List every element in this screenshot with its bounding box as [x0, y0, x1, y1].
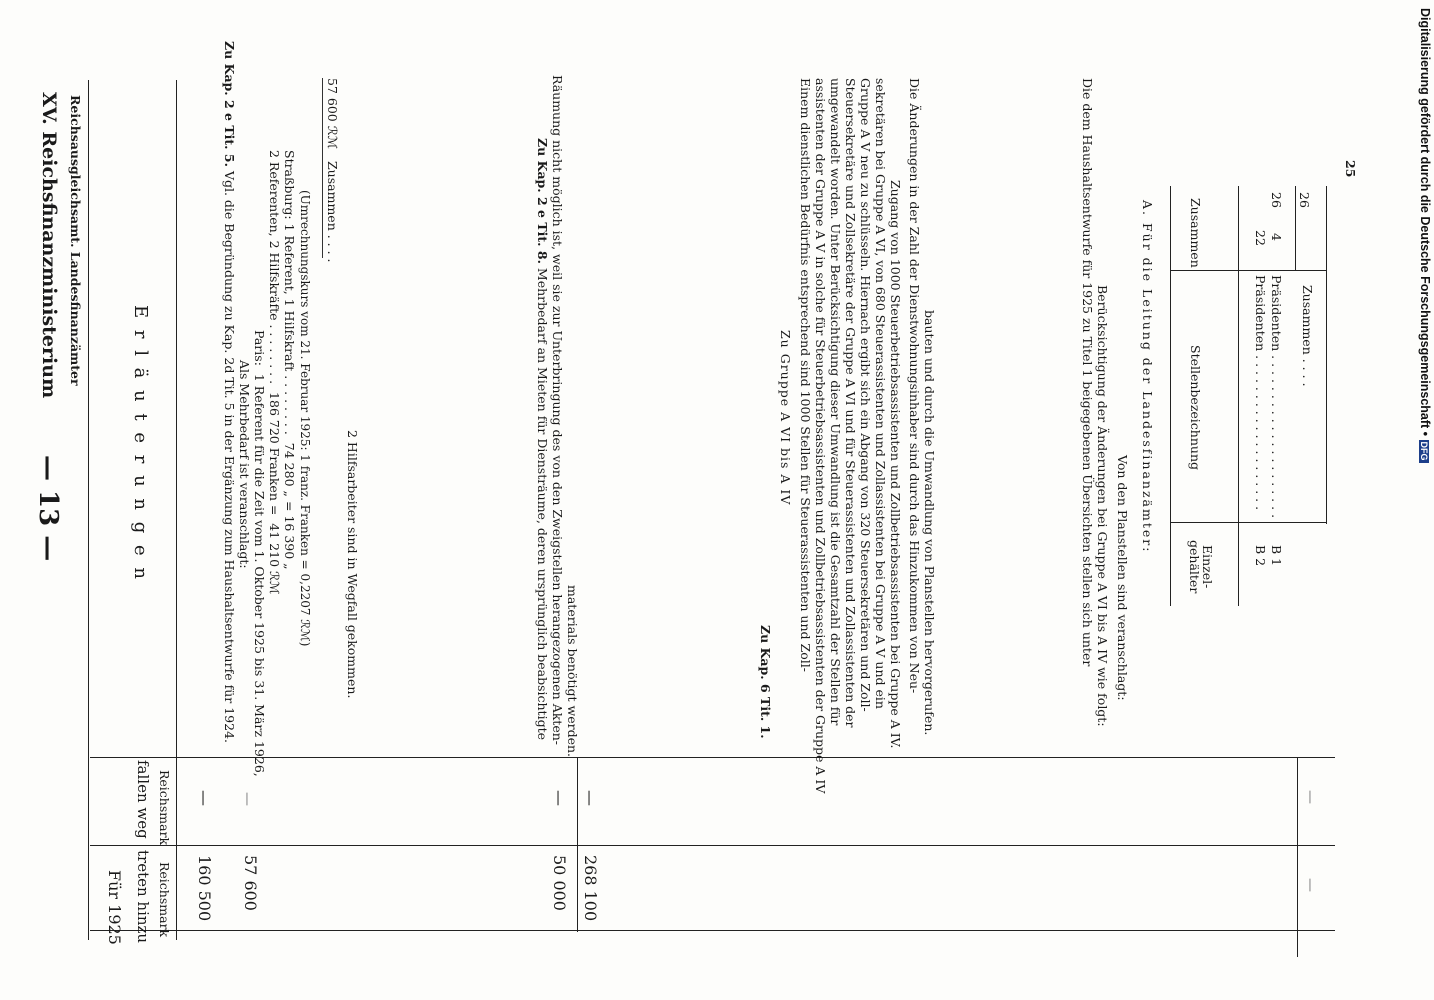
- paris-label: Paris:: [252, 330, 267, 366]
- row2-remove-r: [239, 792, 254, 806]
- kap2d-line2-r: [237, 360, 252, 569]
- plan-table-bottom: [1326, 186, 1327, 524]
- frame-line-1: [88, 80, 89, 940]
- paris-line2: 2 Referenten, 2 Hilfskräfte . . . . . . . .: [267, 150, 282, 385]
- plan-col2: Stellenbezeichnung: [1188, 345, 1203, 471]
- kap2e-heading: Zu Kap. 2 e Tit. 8.: [535, 138, 550, 264]
- kap6-p1-4: [843, 78, 858, 728]
- frame-line-5: [90, 930, 1335, 931]
- paris2-r: [267, 150, 282, 594]
- year-heading: Für 1925: [105, 870, 124, 945]
- rate-r: [297, 190, 312, 646]
- strassburg-line1: 1 Referent, 1 Hilfskraft . . . . . . . .: [282, 223, 297, 435]
- kap2d-total-r: [325, 78, 340, 263]
- plan-sub: [1140, 200, 1155, 553]
- plan-col-rule-2: [1170, 522, 1326, 523]
- plan-sum-rule: [1295, 186, 1296, 270]
- frame-line-2: [176, 80, 177, 940]
- kap2e-r2: [550, 75, 565, 745]
- total-rule: [322, 78, 323, 258]
- plan-total-label-r: [1300, 285, 1315, 387]
- dfg-line: [1416, 8, 1432, 463]
- kap6-subheading: Zu Gruppe A VI bis A IV: [778, 330, 793, 506]
- kap2d-line2: Als Mehrbedarf ist veranschlagt:: [237, 360, 252, 569]
- plan-l1: [1080, 78, 1095, 666]
- kap6-p2-1: [907, 78, 922, 693]
- kap6-p1-7: [888, 180, 903, 748]
- kap2e-r3: [565, 585, 580, 757]
- frame-line-6: [577, 757, 578, 932]
- row4-add-r: [1302, 878, 1317, 892]
- kap6-p1-6: [873, 78, 888, 709]
- ministry-subtitle-r: [68, 95, 83, 386]
- row4-remove: —: [1302, 790, 1318, 804]
- col-remove-heading-r: [135, 760, 150, 839]
- kap6-p2-2: [922, 310, 937, 735]
- kap6-p2-line1: Die Änderungen in der Zahl der Dienstwohnungsinhaber sind durch das Hinzukommen von Neu-: [907, 78, 922, 694]
- plan-row1-count: 22: [1253, 230, 1268, 246]
- section-title-r: [130, 305, 151, 582]
- plan-total-label: Zusammen . . . .: [1300, 285, 1315, 387]
- page-ref-r: [1343, 160, 1358, 177]
- kap6-p1-line5: Gruppe A V neu zu schlüsseln. Hiernach ergibt sich ein Abgang von 320 Steuersekretären und Zoll-: [858, 78, 873, 712]
- paris-r: [252, 330, 267, 777]
- subtotal-remove-r: [583, 790, 598, 806]
- ministry-title: XV. Reichsfinanzministerium: [38, 92, 60, 399]
- plan-table-top: [1170, 186, 1171, 606]
- row3-remove: —: [550, 790, 569, 806]
- page-ref: 25: [1343, 160, 1358, 178]
- unit-add-r: [157, 862, 172, 937]
- row2-add-r: [243, 855, 258, 911]
- strassburg-quote: „ =: [282, 490, 297, 512]
- plan-row2-title-r: [1269, 275, 1284, 518]
- ministry-subtitle: Reichsausgleichsamt. Landesfinanzämter: [68, 95, 83, 386]
- kap2d-note-r: [345, 430, 360, 698]
- col-add-heading-r: [135, 850, 150, 943]
- plan-l3: [1115, 455, 1130, 701]
- strassburg-label: Straßburg:: [282, 150, 297, 220]
- plan-col1-r: [1188, 540, 1214, 593]
- kap6-p2-line2: bauten und durch die Umwandlung von Planstellen hervorgerufen.: [922, 310, 937, 736]
- row4-add: —: [1302, 878, 1318, 892]
- strass-r: [282, 150, 297, 570]
- kap6-p1-5: [858, 78, 873, 712]
- plan-subtitle: A. Für die Leitung der Landesfinanzämter:: [1140, 200, 1155, 554]
- row1-remove-r: [197, 790, 212, 806]
- plan-col-rule-1: [1170, 270, 1326, 271]
- row4-remove-r: [1302, 790, 1317, 804]
- plan-row2-count-r: [1269, 233, 1284, 241]
- frame-line-4: [90, 845, 1335, 846]
- kap6-sub-r: [778, 330, 793, 505]
- plan-col1: Einzel- gehälter: [1187, 540, 1215, 594]
- kap6-p1-line3: umgewandelt worden. Unter Berücksichtigung dieser Umwandlung ist die Gesamtzahl der Stellen für: [828, 78, 843, 726]
- frame-line-3: [90, 757, 1335, 758]
- col-add-heading: treten hinzu: [134, 850, 152, 944]
- frame-line-7: [1297, 757, 1298, 957]
- row3-add-r: [552, 855, 567, 911]
- kap6-heading: Zu Kap. 6 Tit. 1.: [758, 625, 773, 739]
- row1-add-r: [197, 855, 212, 921]
- plan-row2-sub-r: [1269, 192, 1284, 208]
- row2-add: 57 600: [241, 855, 260, 911]
- kap2e-text2: Räumung nicht möglich ist, weil sie zur Unterbringung des von den Zweigstellen herangezogenen Akten-: [550, 75, 565, 745]
- kap6-p1-2: [813, 78, 828, 793]
- plan-line2: Berücksichtigung der Änderungen bei Gruppe A VI bis A IV wie folgt:: [1095, 285, 1110, 727]
- kap2d-note: 2 Hilfsarbeiter sind in Wegfall gekommen.: [345, 430, 360, 699]
- kap2d-intro: Vgl. die Begründung zu Kap. 2d Tit. 5 in der Ergänzung zum Haushaltsentwurfe für 1924.: [222, 170, 237, 743]
- row2-remove: —: [239, 792, 255, 806]
- page-number-r: [34, 455, 62, 561]
- year-heading-r: [107, 870, 122, 945]
- plan-row1-title-r: [1253, 275, 1268, 510]
- page-number: — 13 —: [33, 455, 63, 562]
- plan-row2-title: Präsidenten . . . . . . . . . . . . . . . . . . . . .: [1269, 275, 1284, 519]
- paris-line1: 1 Referent für die Zeit vom 1. Oktober 1925 bis 31. März 1926,: [252, 373, 267, 777]
- unit-label-remove: Reichsmark: [157, 770, 172, 846]
- kap6-p1-line1: Einem dienstlichen Bedürfnis entsprechend sind 1000 Stellen für Steuerassistenten und Zoll-: [798, 78, 813, 672]
- kap2d-total-value: 57 600 ℛℳ: [325, 78, 340, 150]
- kap6-p1-line4: Steuersekretäre und Zollsekretäre der Gruppe A VI und für Steuerassistenten und Zollassistenten der: [843, 78, 858, 728]
- kap2e-text3: materials benötigt werden.: [565, 585, 580, 758]
- plan-row1-count-r: [1253, 230, 1268, 246]
- row1-add: 160 500: [195, 855, 214, 922]
- kap6-p1-3: [828, 78, 843, 725]
- row3-remove-r: [552, 790, 567, 806]
- plan-col3-r: [1188, 198, 1203, 268]
- kap6-p1-line7: Zugang von 1000 Steuerbetriebsassistenten und Zollbetriebsassistenten bei Gruppe A IV.: [888, 180, 903, 749]
- kap6-p1-line6: sekretären bei Gruppe A VI, von 680 Steuerassistenten und Zollassistenten bei Gruppe A V und ein: [873, 78, 888, 709]
- kap2d-heading: Zu Kap. 2 e Tit. 5.: [222, 41, 237, 167]
- kap6-p1-line2: assistenten der Gruppe A V in solche für Steuerbetriebsassistenten und Zollbetriebsassistenten der Gruppe A IV: [813, 78, 828, 794]
- plan-row1-title: Präsidenten . . . . . . . . . . . . . . . . . . . .: [1253, 275, 1268, 511]
- plan-row2-grade: B 1: [1269, 545, 1284, 567]
- kap2d-total-label: Zusammen . . . .: [325, 160, 340, 263]
- plan-table-header-rule: [1238, 186, 1239, 606]
- subtotal-add: 268 100: [581, 855, 600, 922]
- paris-rm: 41 210 ℛℳ: [267, 523, 282, 595]
- ministry-title-r: [38, 92, 60, 398]
- plan-total-value-r: [1297, 192, 1312, 208]
- block-kap2d-clean: [222, 41, 237, 743]
- col-remove-heading: fallen weg: [134, 760, 152, 839]
- plan-col2-r: [1188, 345, 1203, 470]
- exchange-rate: (Umrechnungskurs vom 21. Februar 1925: 1 franz. Franken = 0,2207 ℛℳ): [298, 190, 312, 647]
- plan-row1-grade-r: [1253, 545, 1268, 566]
- plan-col3: Zusammen: [1188, 198, 1203, 268]
- plan-total-value: 26: [1297, 192, 1312, 208]
- kap2e-r1: [535, 75, 550, 740]
- row3-add: 50 000: [550, 855, 569, 911]
- plan-row2-count: 4: [1269, 233, 1284, 241]
- plan-row2-grade-r: [1269, 545, 1284, 566]
- row1-remove: —: [195, 790, 214, 806]
- kap6-p1-1: [798, 78, 813, 672]
- plan-row2-sub: 26: [1269, 192, 1284, 208]
- section-title: E r l ä u t e r u n g e n: [130, 305, 151, 582]
- strassburg-rm: 16 390 „: [282, 515, 297, 570]
- kap2e-text1: Mehrbedarf an Mieten für Diensträume, deren ursprünglich beabsichtigte: [535, 267, 550, 740]
- plan-l2: [1095, 285, 1110, 727]
- kap6-heading-r: [758, 625, 773, 739]
- paris-francs: 186 720 Franken =: [267, 392, 282, 516]
- subtotal-add-r: [583, 855, 598, 921]
- digitization-text: Digitalisierung gefördert durch die Deutsche Forschungsgemeinschaft •: [1418, 8, 1432, 437]
- unit-remove-r: [157, 770, 172, 845]
- subtotal-remove: —: [581, 790, 600, 806]
- plan-row1-grade: B 2: [1253, 545, 1268, 567]
- unit-label-add: Reichsmark: [157, 862, 172, 938]
- plan-line1: Die dem Haushaltsentwurfe für 1925 zu Titel 1 beigegebenen Übersichten stellen sich unter: [1080, 78, 1095, 667]
- strassburg-francs: 74 280: [282, 442, 297, 487]
- plan-line3: Von den Planstellen sind veranschlagt:: [1115, 455, 1130, 701]
- dfg-logo: DFG: [1419, 441, 1429, 461]
